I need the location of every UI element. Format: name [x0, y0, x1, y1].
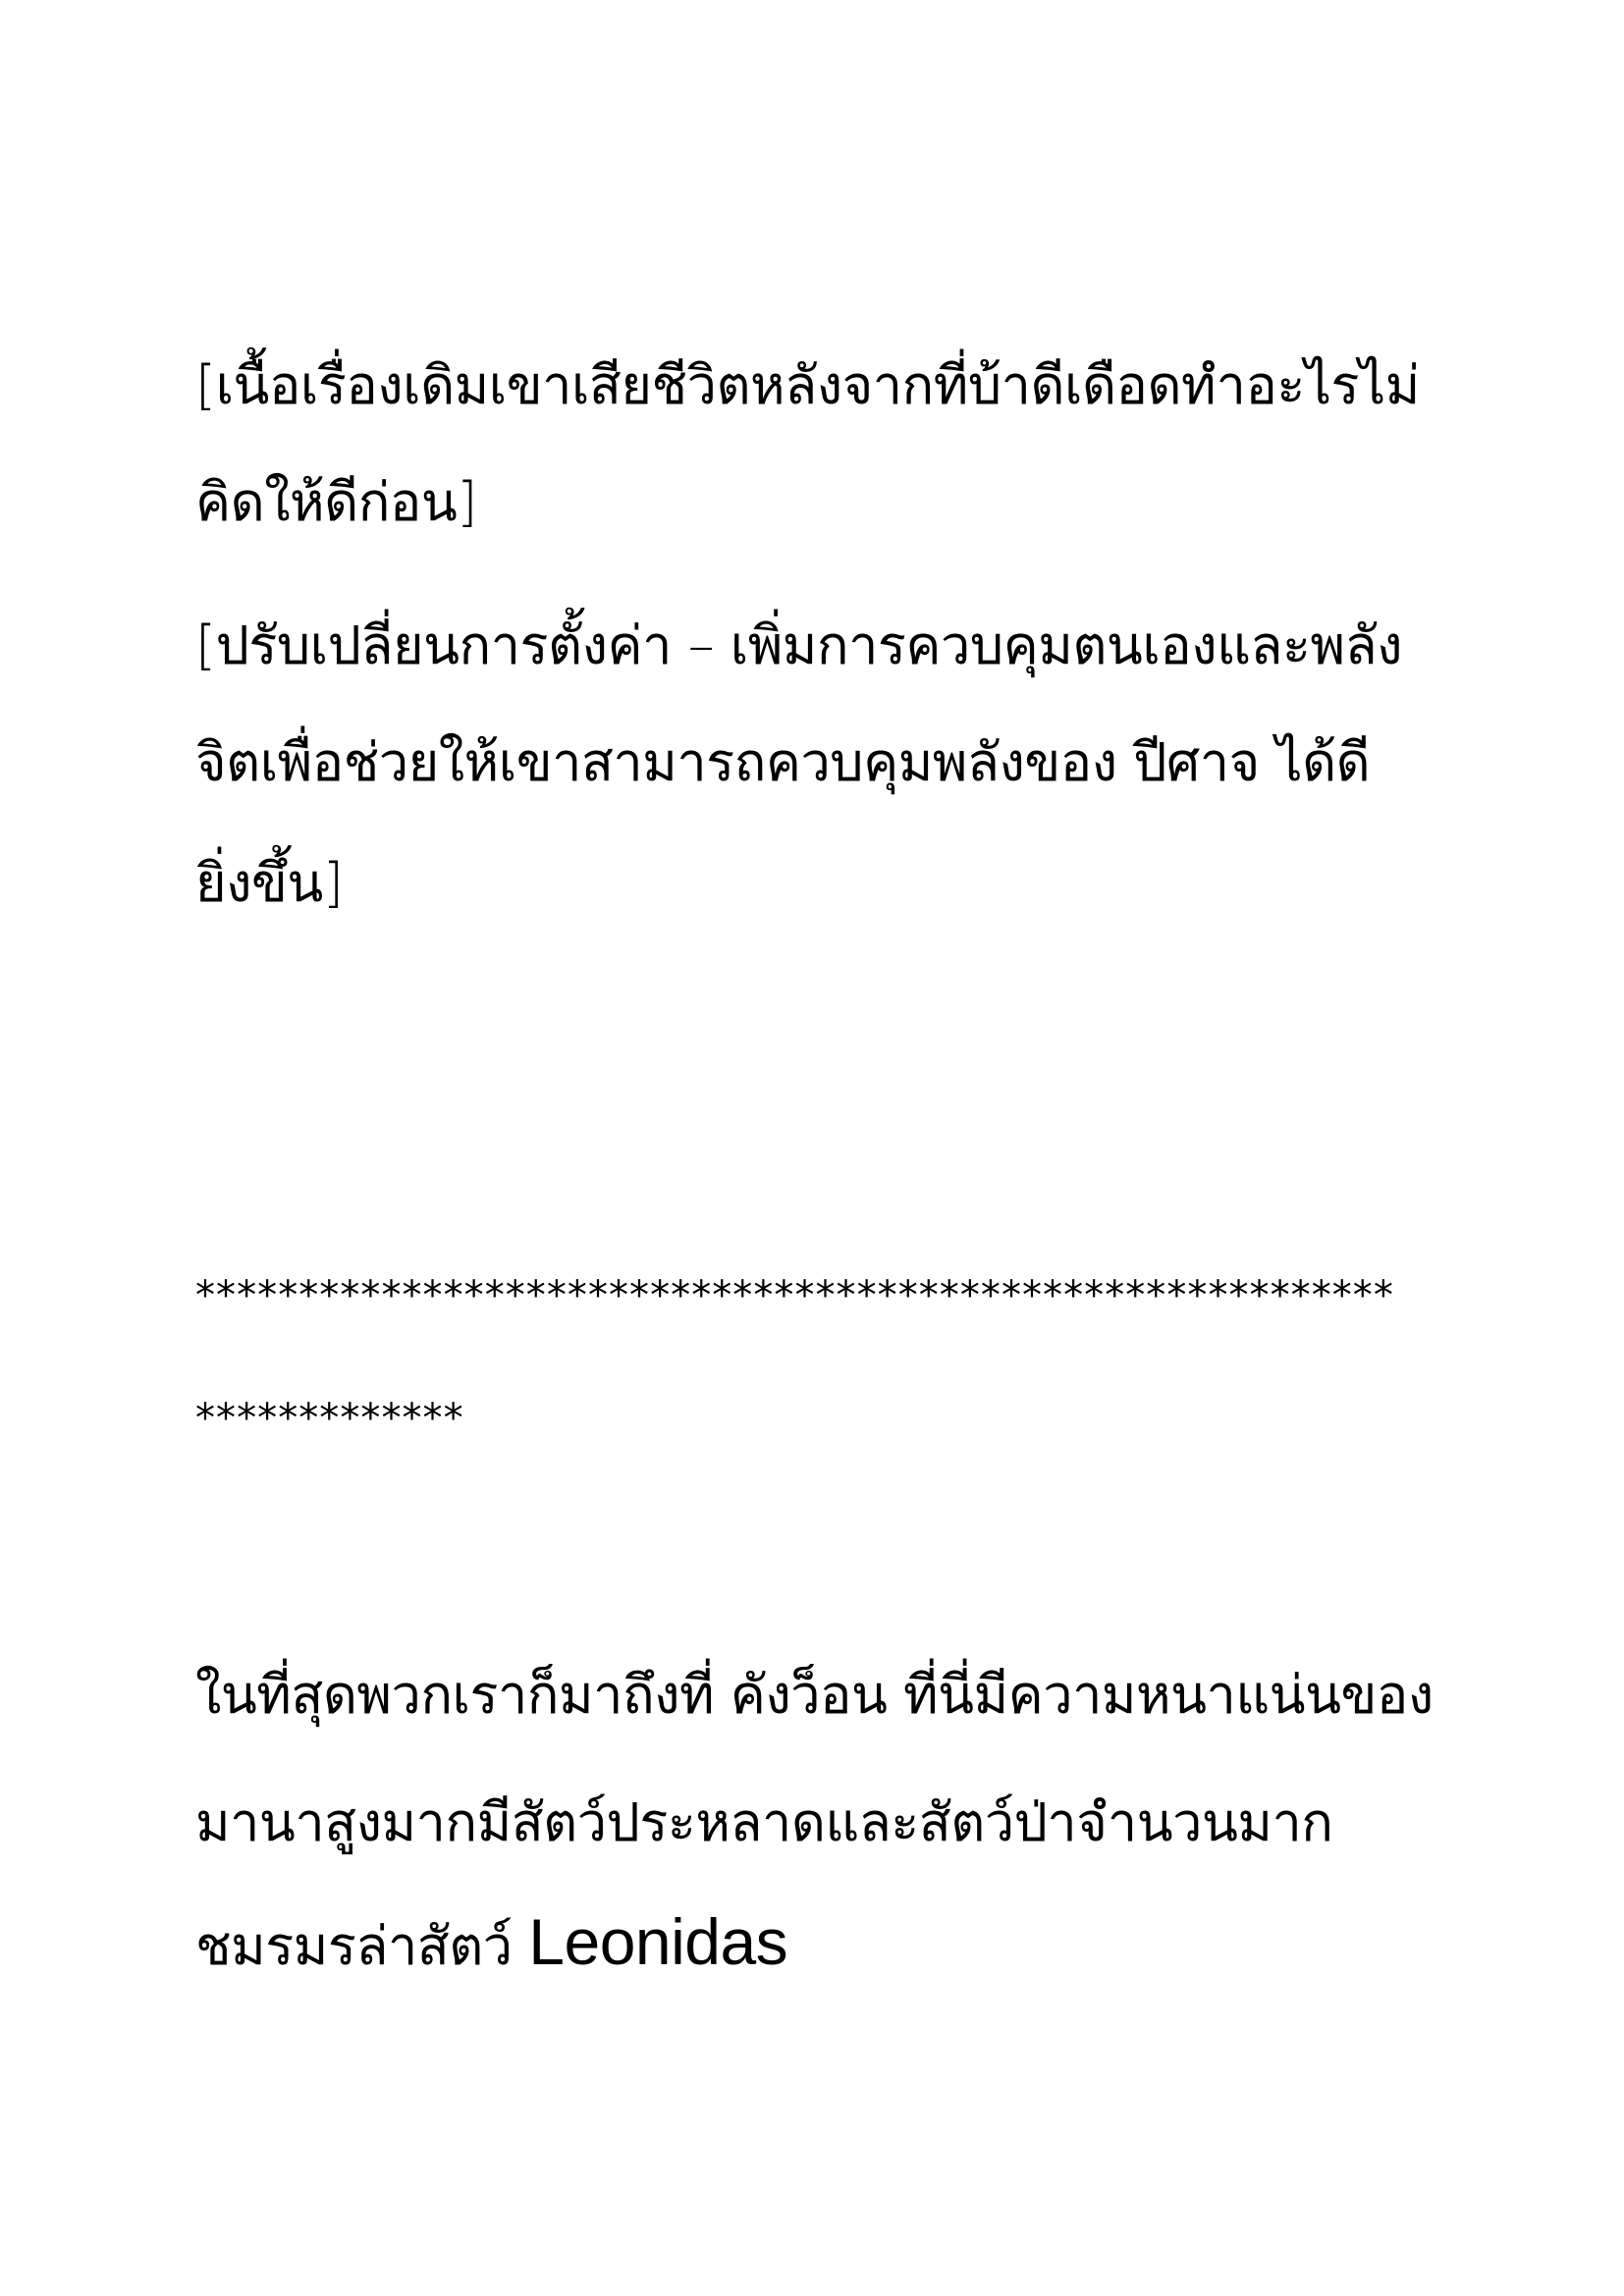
paragraph-line-1: ในที่สุดพวกเราก็มาถึงที่ คังว็อน ที่นี่มีความหนาแน่นของ	[195, 1664, 1434, 1726]
note-2-line-3: ยิ่งขึ้น]	[195, 852, 344, 914]
paragraph-line-2: มานาสูงมากมีสัตว์ประหลาดและสัตว์ป่าจำนวนมาก	[195, 1791, 1333, 1853]
note-2-line-1: [ปรับเปลี่ยนการตั้งค่า – เพิ่มการควบคุมตนเองและพลัง	[195, 614, 1403, 676]
separator-line-1: **********************************************************	[195, 1273, 1394, 1318]
paragraph-line-3-thai: ชมรมรล่าสัตว์	[195, 1915, 529, 1977]
paragraph-line-3	[195, 1905, 788, 1978]
separator-line-2: *************	[195, 1396, 464, 1441]
note-1-line-1: [เนื้อเรื่องเดิมเขาเสียชีวิตหลังจากที่บ้าดีเดือดทำอะไรไม่	[195, 354, 1420, 416]
club-name: Leonidas	[528, 1905, 788, 1978]
note-2-line-2: จิตเพื่อช่วยให้เขาสามารถควบคุมพลังของ ปีศาจ ได้ดี	[195, 731, 1371, 793]
note-1-line-2: คิดให้ดีก่อน]	[195, 471, 477, 533]
